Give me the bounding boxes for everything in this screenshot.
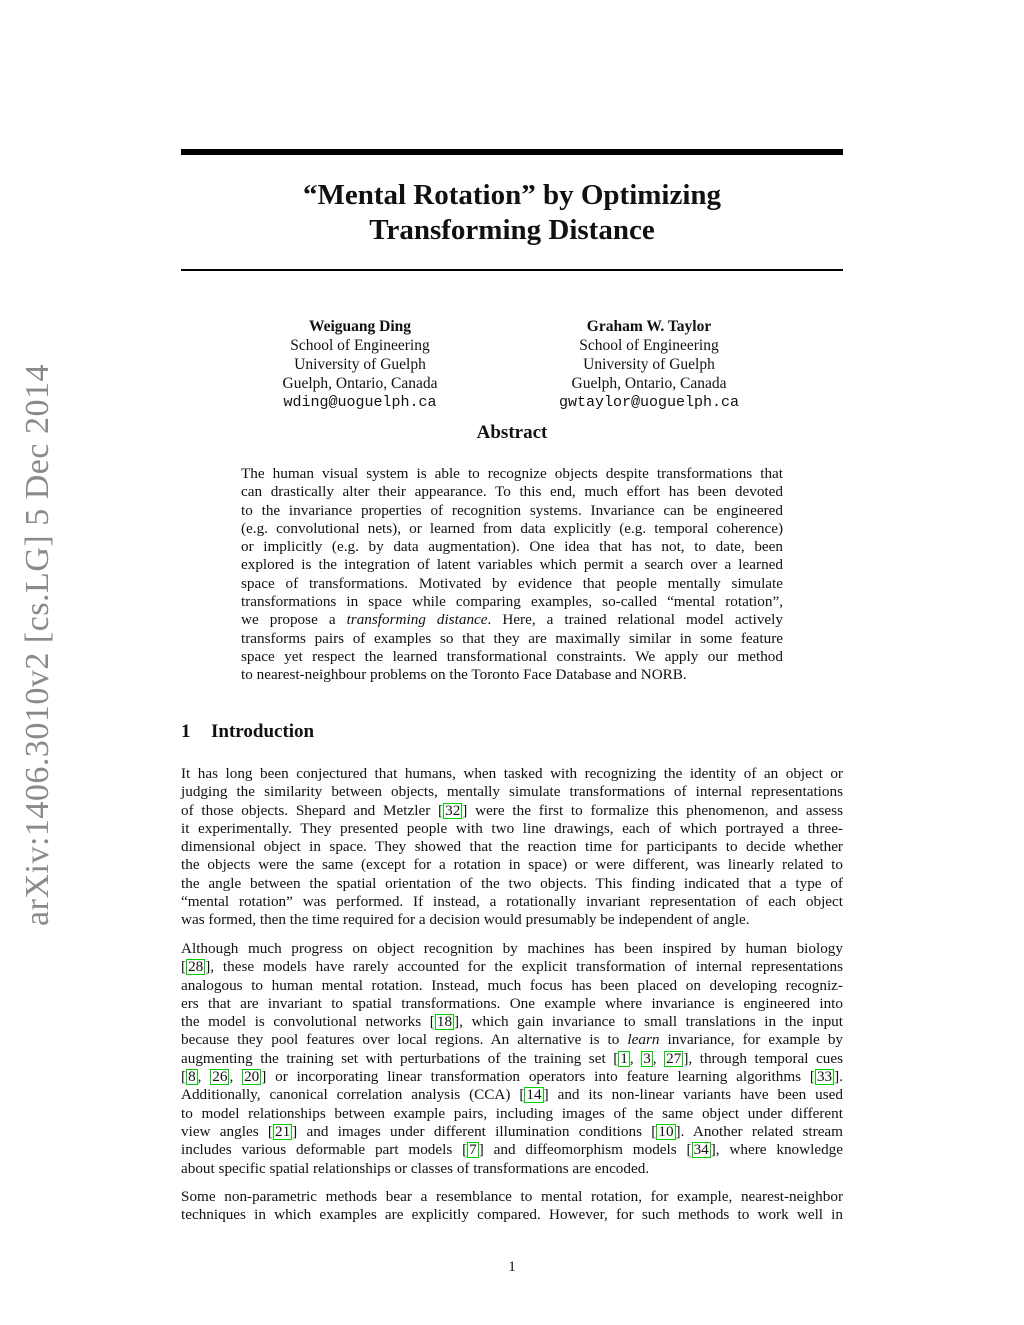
paragraph-line: analogous to human mental rotation. Instead, much focus has been placed on developing recogniz-	[181, 976, 843, 994]
abstract-line	[241, 611, 783, 629]
text-fragment: ] and diffeomorphism models [	[478, 1141, 692, 1159]
paragraph-line	[181, 1013, 843, 1031]
author-department: School of Engineering	[290, 337, 430, 354]
citation-link[interactable]: 8	[188, 1068, 196, 1086]
paper-title	[181, 178, 843, 248]
section-heading-introduction	[181, 721, 314, 743]
paragraph-line: [ 8 , 26 , 20 ] or incorporating linear transformation operators into feature learning algorithms [ 33 ].	[181, 1068, 843, 1086]
title-bottom-rule	[181, 269, 843, 271]
citation-link[interactable]: 20	[244, 1068, 260, 1086]
abstract-line: transforms pairs of examples so that they are maximally similar in some feature	[241, 629, 783, 647]
author-university: University of Guelph	[583, 356, 715, 373]
author-email[interactable]: wding@uoguelph.ca	[283, 394, 437, 411]
text-fragment: ], these models have rarely accounted for the explicit transformation of internal representations	[205, 958, 843, 976]
citation-link[interactable]: 7	[469, 1141, 477, 1159]
emphasis-text: learn	[627, 1031, 660, 1049]
text-fragment: of those objects. Shepard and Metzler [	[181, 801, 444, 819]
abstract-line: (e.g. convolutional nets), or learned from data explicitly (e.g. temporal coherence)	[241, 519, 783, 537]
paragraph-line: ers that are invariant to spatial transformations. One example where invariance is engineered into	[181, 994, 843, 1012]
paragraph-line: “mental rotation” was performed. If instead, a rotationally invariant representation of each object	[181, 893, 843, 911]
paragraph-line	[181, 802, 843, 820]
paragraph-line	[181, 1031, 843, 1049]
intro-paragraph-2	[181, 940, 843, 1178]
text-fragment: ], through temporal cues	[683, 1049, 844, 1067]
arxiv-identifier-stamp: arXiv:1406.3010v2 [cs.LG] 5 Dec 2014	[19, 364, 56, 926]
citation-link[interactable]: 10	[658, 1122, 674, 1140]
author-email[interactable]: gwtaylor@uoguelph.ca	[558, 394, 740, 411]
paragraph-line: was formed, then the time required for a decision would presumably be independent of angle.	[181, 911, 750, 929]
paragraph-line: the objects were the same (except for a rotation in space) or were different, was linearly related to	[181, 856, 843, 874]
abstract-body	[241, 465, 783, 685]
paragraph-line: judging the similarity between objects, mentally simulate transformations of internal representations	[181, 783, 843, 801]
text-fragment: ], which gain invariance to small translations in the input	[454, 1013, 843, 1031]
text-fragment: ]. Another related stream	[675, 1122, 843, 1140]
citation-link[interactable]: 34	[693, 1141, 709, 1159]
citation-link[interactable]: 18	[436, 1013, 453, 1031]
abstract-line: space yet respect the learned transformational constraints. We apply our method	[241, 647, 783, 665]
intro-paragraph-3	[181, 1188, 843, 1225]
author-block-1	[210, 317, 510, 412]
paragraph-line: [ 28 ], these models have rarely accounted for the explicit transformation of internal representations	[181, 958, 843, 976]
paragraph-line	[181, 1086, 843, 1104]
text-fragment: ] were the first to formalize this phenomenon, and assess	[462, 801, 843, 819]
abstract-text-fragment: we propose a	[241, 611, 336, 629]
text-fragment: ].	[834, 1068, 843, 1086]
author-block-2	[499, 317, 799, 412]
author-department: School of Engineering	[579, 337, 719, 354]
citation-link[interactable]: 14	[526, 1086, 542, 1104]
citation-link[interactable]: 32	[445, 801, 461, 819]
citation-link[interactable]: 3	[643, 1049, 651, 1067]
author-location: Guelph, Ontario, Canada	[282, 375, 438, 392]
citation-link[interactable]: 26	[212, 1068, 228, 1086]
text-fragment: because they pool features over local regions. An alternative is to	[181, 1031, 620, 1049]
paragraph-line: dimensional object in space. They showed that the reaction time for participants to decide whether	[181, 838, 843, 856]
citation-link[interactable]: 21	[274, 1122, 291, 1140]
abstract-heading: Abstract	[476, 422, 548, 443]
abstract-line: transformations in space while comparing examples, so-called “mental rotation”,	[241, 593, 783, 611]
text-fragment: the model is convolutional networks [	[181, 1013, 435, 1031]
author-university: University of Guelph	[294, 356, 426, 373]
paragraph-line: to model relationships between example pairs, including images of the same object under different	[181, 1104, 843, 1122]
abstract-emphasis: transforming distance	[346, 611, 488, 629]
abstract-text-fragment: . Here, a trained relational model actively	[487, 611, 783, 629]
text-fragment: ] and images under different illumination conditions [	[292, 1122, 657, 1140]
author-name: Graham W. Taylor	[586, 318, 712, 335]
paragraph-line: it experimentally. They presented people with two line drawings, each of which portrayed a three-	[181, 819, 843, 837]
paragraph-line: the angle between the spatial orientation of the two objects. This finding indicated that a type of	[181, 874, 843, 892]
text-fragment: ] and its non-linear variants have been used	[543, 1086, 843, 1104]
abstract-line: space of transformations. Motivated by evidence that people mentally simulate	[241, 574, 783, 592]
section-title: Introduction	[211, 721, 315, 742]
citation-link[interactable]: 1	[620, 1049, 628, 1067]
text-fragment: augmenting the training set with perturbations of the training set [	[181, 1049, 619, 1067]
paragraph-line: techniques in which examples are explicitly compared. However, for such methods to work well in	[181, 1206, 843, 1224]
paragraph-line: about specific spatial relationships or classes of transformations are encoded.	[181, 1159, 650, 1177]
abstract-line: The human visual system is able to recognize objects despite transformations that	[241, 465, 783, 482]
author-location: Guelph, Ontario, Canada	[571, 375, 727, 392]
title-line-1: “Mental Rotation” by Optimizing	[302, 179, 722, 211]
text-fragment: invariance, for example by	[667, 1031, 844, 1049]
text-fragment: ] or incorporating linear transformation operators into feature learning algorithms [	[261, 1068, 815, 1086]
citation-link[interactable]: 33	[816, 1068, 833, 1086]
abstract-line: to nearest-neighbour problems on the Toronto Face Database and NORB.	[241, 666, 687, 684]
paragraph-line	[181, 1141, 843, 1159]
paragraph-line: It has long been conjectured that humans, when tasked with recognizing the identity of an object or	[181, 765, 843, 782]
abstract-line: or implicitly (e.g. by data augmentation). One idea that has not, to date, been	[241, 538, 783, 556]
text-fragment: ], where knowledge	[710, 1141, 843, 1159]
paragraph-line: augmenting the training set with perturbations of the training set [ 1 , 3 , 27 ], through temporal cues	[181, 1049, 844, 1067]
title-line-2: Transforming Distance	[369, 214, 655, 246]
section-number: 1	[181, 721, 191, 742]
text-fragment: view angles [	[181, 1122, 273, 1140]
title-top-rule	[181, 149, 843, 155]
text-fragment: Additionally, canonical correlation analysis (CCA) [	[181, 1086, 525, 1104]
abstract-line: to the invariance properties of recognition systems. Invariance can be engineered	[241, 501, 783, 519]
abstract-line: can drastically alter their appearance. To this end, much effort has been devoted	[241, 483, 783, 501]
citation-link[interactable]: 27	[666, 1049, 682, 1067]
page-number: 1	[508, 1259, 516, 1275]
paragraph-line	[181, 1123, 843, 1141]
intro-paragraph-1	[181, 765, 843, 930]
abstract-line: explored is the integration of latent variables which permit a search over a learned	[241, 556, 783, 574]
text-fragment: includes various deformable part models [	[181, 1141, 468, 1159]
paragraph-line: Although much progress on object recognition by machines has been inspired by human biology	[181, 940, 843, 957]
citation-link[interactable]: 28	[188, 958, 204, 976]
author-name: Weiguang Ding	[308, 318, 412, 335]
paragraph-line: Some non-parametric methods bear a resemblance to mental rotation, for example, nearest-neighbor	[181, 1188, 843, 1205]
